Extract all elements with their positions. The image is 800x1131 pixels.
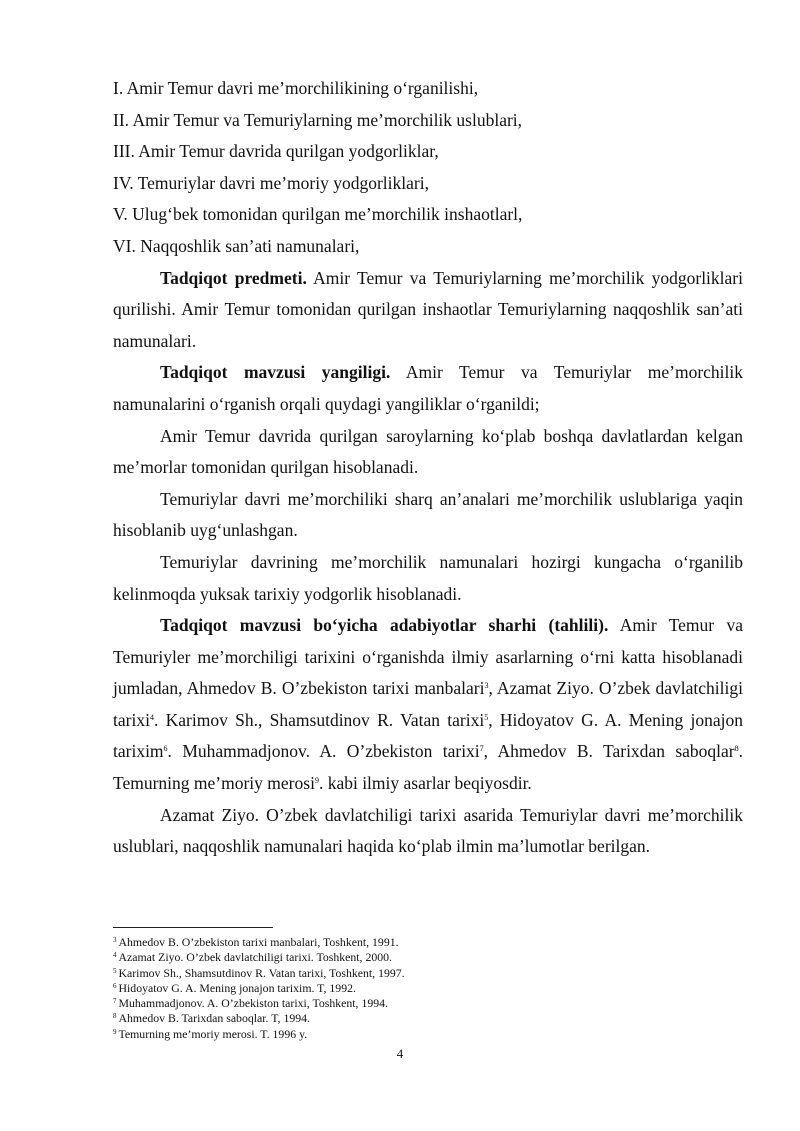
research-novelty-paragraph	[113, 357, 743, 420]
outline-item-2: II. Amir Temur va Temuriylarning me’morchilik uslublari,	[113, 109, 523, 130]
footnote-ref-7[interactable]: 7	[479, 744, 484, 754]
literature-text-5: . Muhammadjonov. A. O’zbekiston tarixi	[167, 741, 480, 762]
footnote-number: 4	[113, 951, 117, 960]
outline-item-5: V. Ulug‘bek tomonidan qurilgan me’morchilik inshaotlarl,	[113, 204, 523, 225]
footnote-text: Karimov Sh., Shamsutdinov R. Vatan tarixi, Toshkent, 1997.	[118, 965, 405, 980]
footnote-ref-6[interactable]: 6	[163, 744, 168, 754]
footnote-5	[113, 966, 743, 981]
footnote-6	[113, 981, 743, 996]
research-subject-text: Amir Temur va Temuriylarning me’morchilik yodgorliklari qurilishi. Amir Temur tomonidan qurilgan inshaotlar Temuriylarning naqqoshlik san’ati namunalari.	[113, 267, 743, 351]
literature-review-heading: Tadqiqot mavzusi bo‘yicha adabiyotlar sharhi (tahlili).	[160, 615, 609, 636]
novelty-point-2: Temuriylar davri me’morchiliki sharq an’analari me’morchilik uslublariga yaqin hisoblanib uyg‘unlashgan.	[113, 488, 743, 541]
footnote-text: Ahmedov B. O’zbekiston tarixi manbalari, Toshkent, 1991.	[118, 935, 399, 949]
research-novelty-heading: Tadqiqot mavzusi yangiligi.	[160, 362, 391, 383]
footnote-ref-5[interactable]: 5	[484, 712, 489, 722]
footnote-9	[113, 1027, 743, 1042]
footnote-text: Azamat Ziyo. O’zbek davlatchiligi tarixi. Toshkent, 2000.	[118, 950, 392, 965]
literature-text-7: . Temurning me’moriy merosi	[113, 741, 743, 794]
footnote-ref-8[interactable]: 8	[734, 744, 739, 754]
literature-text-8: . kabi ilmiy asarlar beqiyosdir.	[318, 773, 532, 794]
footnote-text: Hidoyatov G. A. Mening jonajon tarixim. T, 1992.	[118, 980, 356, 995]
footnote-ref-9[interactable]: 9	[314, 776, 319, 786]
literature-text-3: . Karimov Sh., Shamsutdinov R. Vatan tarixi	[153, 709, 485, 730]
footnote-number: 7	[113, 997, 117, 1006]
footnote-number: 5	[113, 966, 117, 975]
page-number: 4	[396, 1046, 404, 1061]
outline-item-4: IV. Temuriylar davri me’moriy yodgorliklari,	[113, 172, 429, 193]
body-text	[113, 73, 743, 863]
outline-item-3: III. Amir Temur davrida qurilgan yodgorliklar,	[113, 141, 439, 162]
azamat-ziyo-paragraph: Azamat Ziyo. O’zbek davlatchiligi tarixi asarida Temuriylar davri me’morchilik uslublari, naqqoshlik namunalari haqida ko‘plab ilmin ma’lumotlar berilgan.	[113, 804, 743, 857]
outline-item-1: I. Amir Temur davri me’morchilikining o‘rganilishi,	[113, 78, 479, 98]
novelty-point-1: Amir Temur davrida qurilgan saroylarning ko‘plab boshqa davlatlardan kelgan me’morlar tomonidan qurilgan hisoblanadi.	[113, 425, 743, 478]
literature-review-paragraph	[113, 610, 743, 800]
research-subject-paragraph	[113, 263, 743, 358]
novelty-point-3: Temuriylar davrining me’morchilik namunalari hozirgi kungacha o‘rganilib kelinmoqda yuksak tarixiy yodgorlik hisoblanadi.	[113, 551, 743, 604]
research-subject-heading: Tadqiqot predmeti.	[160, 267, 307, 288]
footnote-4	[113, 950, 743, 965]
footnote-7	[113, 996, 743, 1011]
footnote-number: 3	[113, 936, 117, 944]
footnote-text: Muhammadjonov. A. O’zbekiston tarixi, Toshkent, 1994.	[118, 996, 388, 1011]
footnote-number: 8	[113, 1012, 117, 1021]
literature-text-1: Amir Temur va Temuriyler me’morchiligi tarixini o‘rganishda ilmiy asarlarning o‘rni katta hisoblanadi jumladan, Ahmedov B. O’zbekiston tarixi manbalari	[113, 615, 743, 699]
literature-text-4: , Hidoyatov G. A. Mening jonajon tarixim	[113, 709, 744, 762]
footnote-ref-3[interactable]: 3	[484, 681, 489, 691]
research-novelty-text: Amir Temur va Temuriylar me’morchilik namunalarini o‘rganish orqali quydagi yangiliklar o‘rganildi;	[113, 362, 744, 414]
footnote-separator	[113, 927, 273, 928]
footnote-text: Temurning me’moriy merosi. T. 1996 y.	[118, 1026, 308, 1041]
literature-text-2: , Azamat Ziyo. O’zbek davlatchiligi tarixi	[113, 678, 743, 730]
footnote-ref-4[interactable]: 4	[149, 712, 154, 722]
footnote-8	[113, 1011, 743, 1026]
footnote-number: 9	[113, 1027, 117, 1036]
literature-text-6: , Ahmedov B. Tarixdan saboqlar	[483, 741, 735, 762]
footnote-3	[113, 935, 743, 950]
footnotes	[113, 935, 743, 1042]
footnote-number: 6	[113, 981, 117, 990]
footnote-text: Ahmedov B. Tarixdan saboqlar. T, 1994.	[118, 1011, 311, 1026]
outline-item-6: VI. Naqqoshlik san’ati namunalari,	[113, 235, 360, 256]
